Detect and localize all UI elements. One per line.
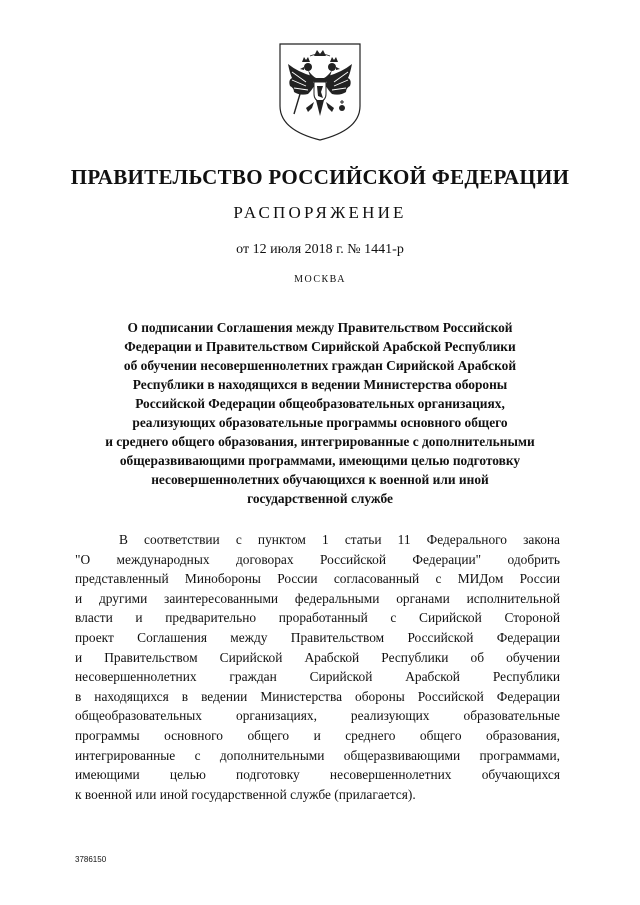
body-line: и Правительством Сирийской Арабской Республики об обучении xyxy=(75,649,560,665)
body-line: "О международных договорах Российской Федерации" одобрить xyxy=(75,551,560,567)
subject-line: реализующих образовательные программы основного общего xyxy=(132,415,508,430)
body-line: имеющими целью подготовку несовершеннолетних обучающихся xyxy=(75,767,560,783)
body-line: в находящихся в ведении Министерства обороны Российской Федерации xyxy=(75,688,560,704)
body-line: В соответствии с пунктом 1 статьи 11 Федерального закона xyxy=(119,532,560,547)
body-line: несовершеннолетних граждан Сирийской Арабской Республики xyxy=(75,669,560,685)
document-date-number: от 12 июля 2018 г. № 1441-р xyxy=(236,242,404,257)
subject-line: Российской Федерации общеобразовательных организациях, xyxy=(135,396,505,411)
body-line: к военной или иной государственной службе (прилагается). xyxy=(75,786,416,802)
body-line: представленный Минобороны России согласованный с МИДом России xyxy=(75,571,560,587)
subject-line: Федерации и Правительством Сирийской Арабской Республики xyxy=(124,339,516,354)
subject-line: несовершеннолетних обучающихся к военной или иной xyxy=(151,472,489,487)
body-line: проект Соглашения между Правительством Российской Федерации xyxy=(75,629,560,645)
subject-line: государственной службе xyxy=(247,491,393,506)
document-code: 3786150 xyxy=(75,855,107,864)
subject-line: О подписании Соглашения между Правительством Российской xyxy=(127,320,513,335)
subject-line: общеразвивающими программами, имеющими целью подготовку xyxy=(119,453,521,468)
body-line: интегрированные с дополнительными общеразвивающими программами, xyxy=(75,747,560,763)
body-line: и другими заинтересованными федеральными органами исполнительной xyxy=(75,590,560,606)
body-paragraph xyxy=(75,530,560,804)
coat-of-arms-emblem-icon xyxy=(278,42,362,142)
document-type: РАСПОРЯЖЕНИЕ xyxy=(233,203,407,222)
document-subject xyxy=(70,318,570,508)
subject-line: об обучении несовершеннолетних граждан Сирийской Арабской xyxy=(123,358,517,373)
subject-line: и среднего общего образования, интегрированные с дополнительными xyxy=(105,434,535,449)
body-line: власти и предварительно проработанный с Сирийской Стороной xyxy=(75,610,560,626)
body-line: программы основного общего и среднего общего образования, xyxy=(75,727,560,743)
document-city: МОСКВА xyxy=(294,274,346,285)
government-title: ПРАВИТЕЛЬСТВО РОССИЙСКОЙ ФЕДЕРАЦИИ xyxy=(70,165,570,189)
subject-line: Республики в находящихся в ведении Министерства обороны xyxy=(132,377,508,392)
body-line: общеобразовательных организациях, реализующих образовательные xyxy=(75,708,560,724)
